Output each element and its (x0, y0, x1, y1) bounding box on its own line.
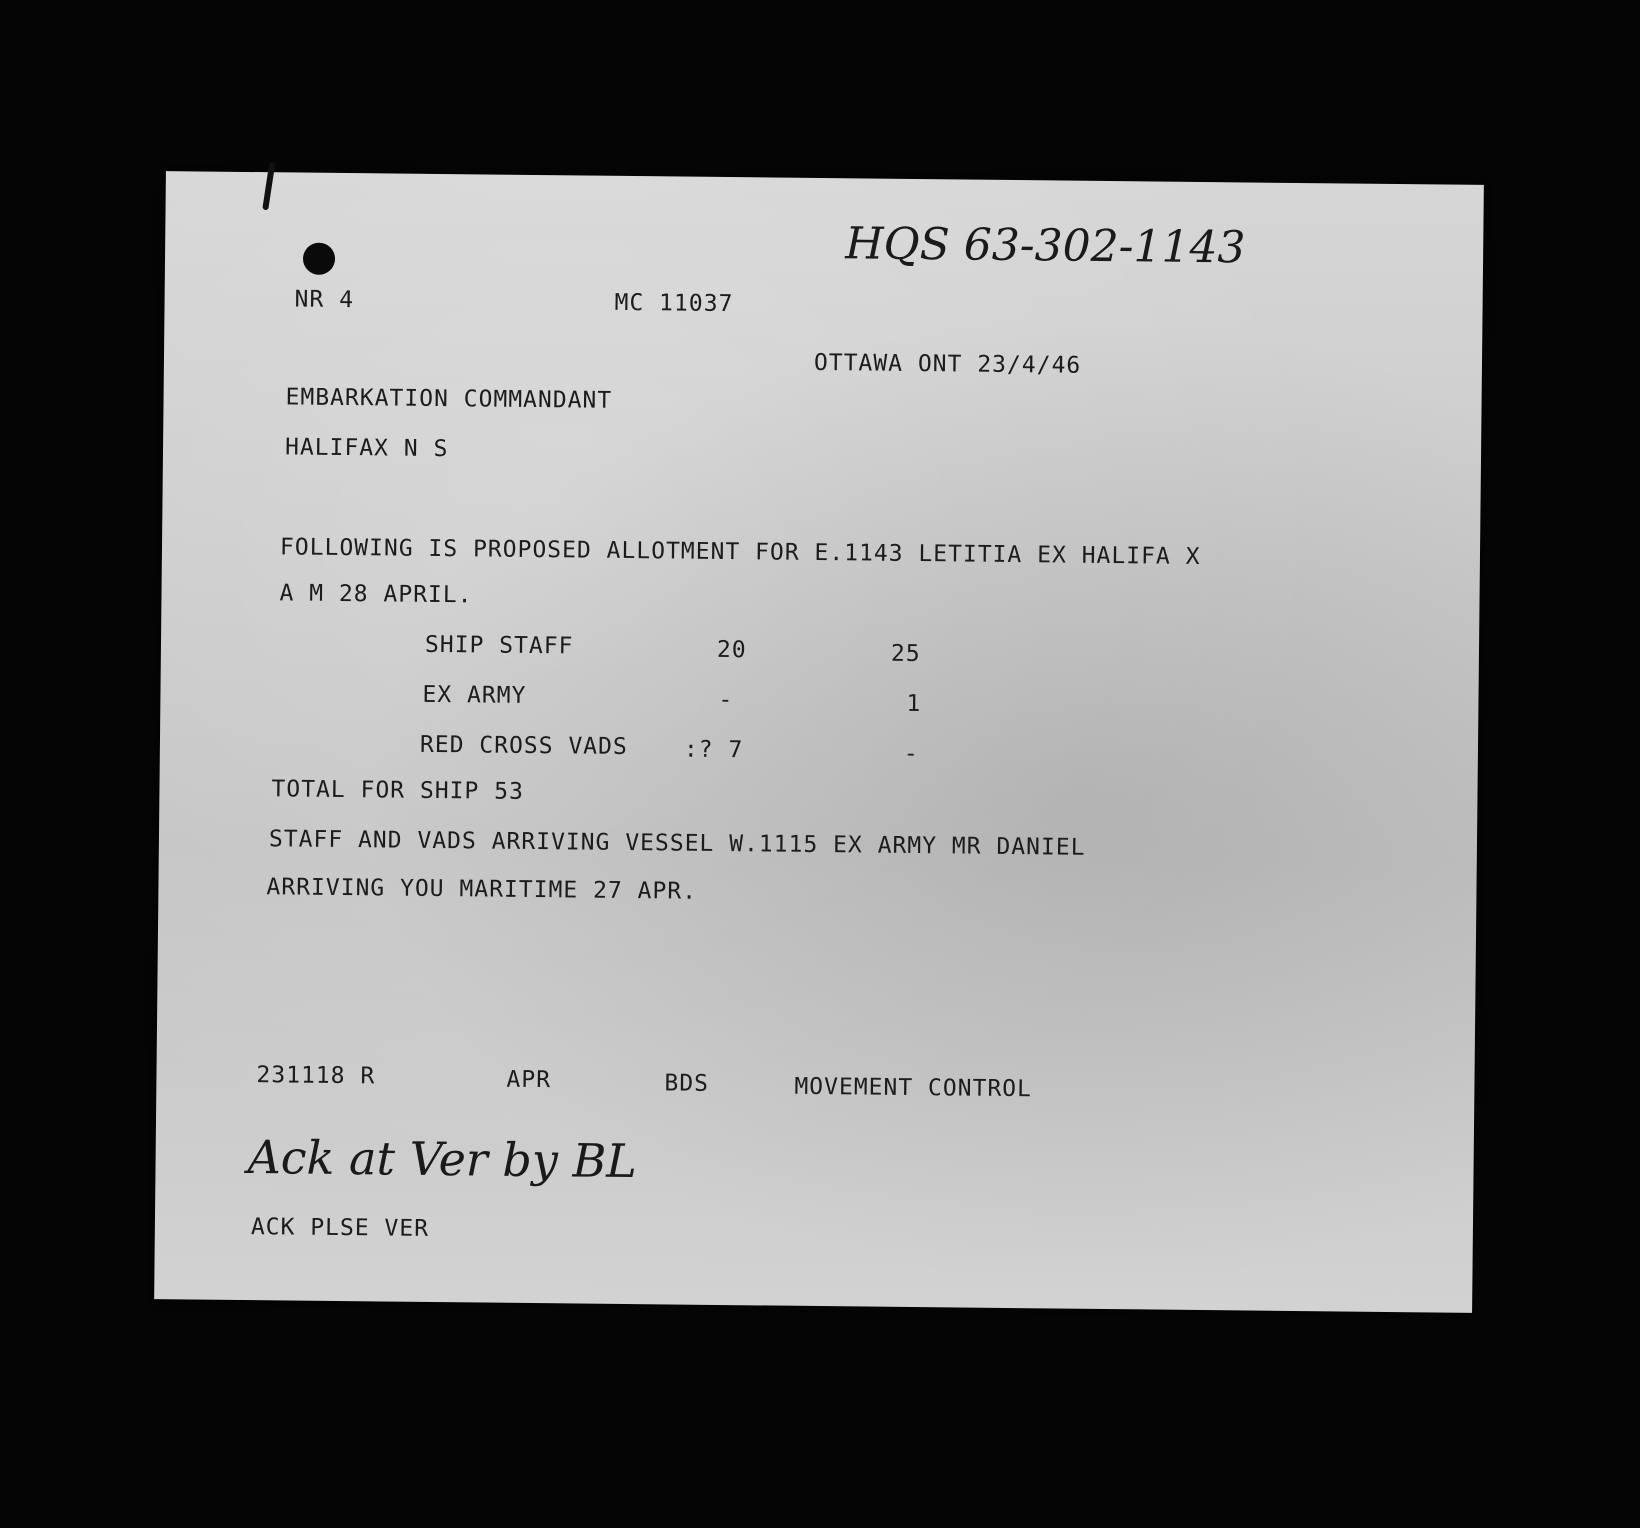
message-number: NR 4 (294, 286, 355, 314)
punch-hole (303, 243, 335, 275)
closing-line-1: STAFF AND VADS ARRIVING VESSEL W.1115 EX ARMY MR DANIEL (268, 826, 1086, 861)
allotment-label: SHIP STAFF (424, 631, 574, 660)
allotment-value: - (718, 686, 734, 714)
message-code: MC 11037 (614, 289, 734, 318)
telegram-sheet (154, 171, 1484, 1313)
corner-mark (262, 162, 275, 210)
handwritten-acknowledgement: Ack at Ver by BL (247, 1130, 638, 1189)
addressee-line-2: HALIFAX N S (284, 434, 449, 463)
footer-operator: BDS (664, 1070, 710, 1097)
allotment-value: - (903, 740, 919, 768)
closing-line-2: ARRIVING YOU MARITIME 27 APR. (266, 874, 698, 905)
footer-sender: MOVEMENT CONTROL (794, 1073, 1033, 1103)
ack-request: ACK PLSE VER (250, 1214, 430, 1242)
allotment-value: 20 (716, 636, 747, 664)
allotment-value: 1 (906, 690, 922, 718)
body-line-1: FOLLOWING IS PROPOSED ALLOTMENT FOR E.1143 LETITIA EX HALIFA X (279, 534, 1201, 570)
file-reference: HQS 63-302-1143 (844, 218, 1246, 274)
allotment-value: :? 7 (683, 736, 744, 764)
ship-total: TOTAL FOR SHIP 53 (271, 776, 525, 805)
origin-date: OTTAWA ONT 23/4/46 (813, 349, 1082, 379)
body-line-2: A M 28 APRIL. (279, 580, 473, 609)
allotment-label: EX ARMY (422, 681, 527, 709)
footer-month: APR (506, 1066, 552, 1094)
footer-time-code: 231118 R (256, 1062, 376, 1090)
addressee-line-1: EMBARKATION COMMANDANT (285, 384, 613, 414)
allotment-label: RED CROSS VADS (419, 731, 628, 760)
allotment-value: 25 (890, 640, 921, 668)
